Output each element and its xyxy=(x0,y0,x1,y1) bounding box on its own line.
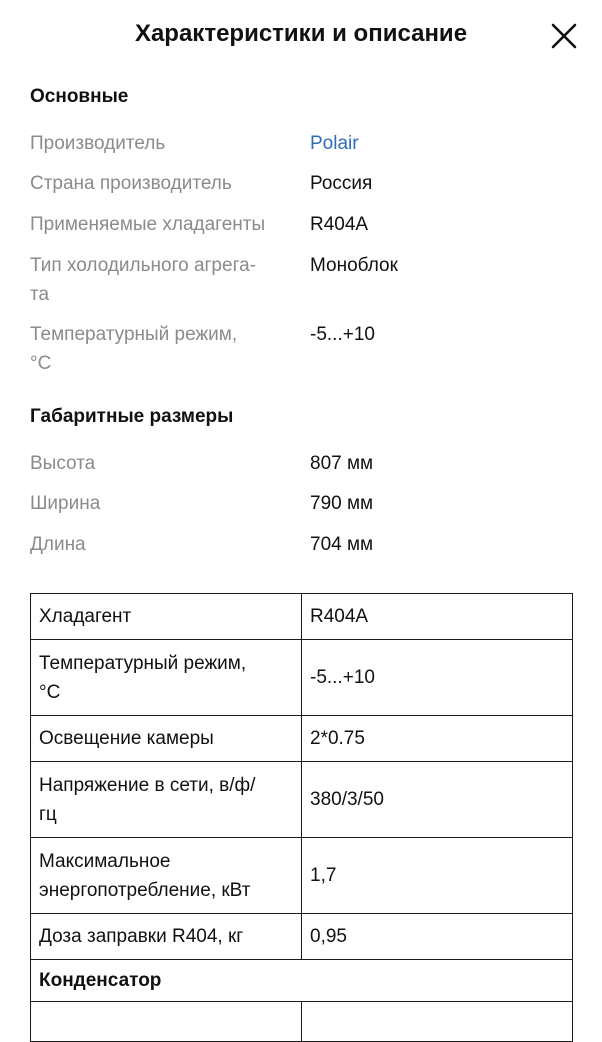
manufacturer-link[interactable]: Polair xyxy=(310,133,359,154)
spec-label-line: та xyxy=(30,284,50,305)
table-cell-line: гц xyxy=(39,803,57,825)
table-cell-value: 2*0.75 xyxy=(302,716,573,762)
table-cell-line: Напряжение в сети, в/ф/ xyxy=(39,774,256,796)
spec-value: Моноблок xyxy=(310,255,398,276)
spec-value: R404A xyxy=(310,214,369,235)
close-icon xyxy=(546,18,582,54)
table-row xyxy=(31,838,573,914)
section-title-dimensions: Габаритные размеры xyxy=(30,406,234,427)
spec-value: Россия xyxy=(310,173,373,194)
spec-value: 704 мм xyxy=(310,534,374,555)
spec-label: Длина xyxy=(30,534,86,555)
table-cell-value xyxy=(302,1002,573,1042)
table-section-row xyxy=(31,960,573,1002)
table-cell-label xyxy=(31,762,302,838)
table-row xyxy=(31,914,573,960)
spec-label-line: °C xyxy=(30,353,52,374)
table-cell-line: энергопотребление, кВт xyxy=(39,879,251,901)
spec-value: 790 мм xyxy=(310,493,374,514)
table-cell-value: R404A xyxy=(302,594,573,640)
section-title-main: Основные xyxy=(30,86,129,107)
table-row xyxy=(31,640,573,716)
table-row xyxy=(31,716,573,762)
spec-label: Применяемые хладагенты xyxy=(30,214,266,235)
table-cell-line: Температурный режим, xyxy=(39,652,247,674)
table-row xyxy=(31,762,573,838)
table-cell-line: Максимальное xyxy=(39,850,171,872)
table-cell-label: Доза заправки R404, кг xyxy=(31,914,302,960)
page-title: Характеристики и описание xyxy=(134,20,468,47)
spec-label: Страна производитель xyxy=(30,173,232,194)
specs-table xyxy=(30,593,573,1042)
table-section-label: Конденсатор xyxy=(31,960,573,1002)
table-cell-label: Освещение камеры xyxy=(31,716,302,762)
spec-label-line: Тип холодильного агрега- xyxy=(30,255,256,276)
spec-value: 807 мм xyxy=(310,453,374,474)
table-cell-value: 1,7 xyxy=(302,838,573,914)
spec-label-line: Температурный режим, xyxy=(30,324,238,345)
table-cell-label xyxy=(31,838,302,914)
table-row xyxy=(31,594,573,640)
spec-value: -5...+10 xyxy=(310,324,375,345)
table-cell-value: 0,95 xyxy=(302,914,573,960)
modal-header xyxy=(0,0,602,72)
table-cell-label xyxy=(31,640,302,716)
table-cell-value: -5...+10 xyxy=(302,640,573,716)
table-cell-value: 380/3/50 xyxy=(302,762,573,838)
table-row xyxy=(31,1002,573,1042)
close-button[interactable] xyxy=(546,18,582,54)
spec-label: Ширина xyxy=(30,493,101,514)
spec-label xyxy=(30,251,295,309)
spec-label xyxy=(30,320,295,378)
table-cell-line: °C xyxy=(39,681,61,703)
spec-label: Производитель xyxy=(30,133,166,154)
table-cell-label: Хладагент xyxy=(31,594,302,640)
table-cell-label xyxy=(31,1002,302,1042)
spec-label: Высота xyxy=(30,453,96,474)
